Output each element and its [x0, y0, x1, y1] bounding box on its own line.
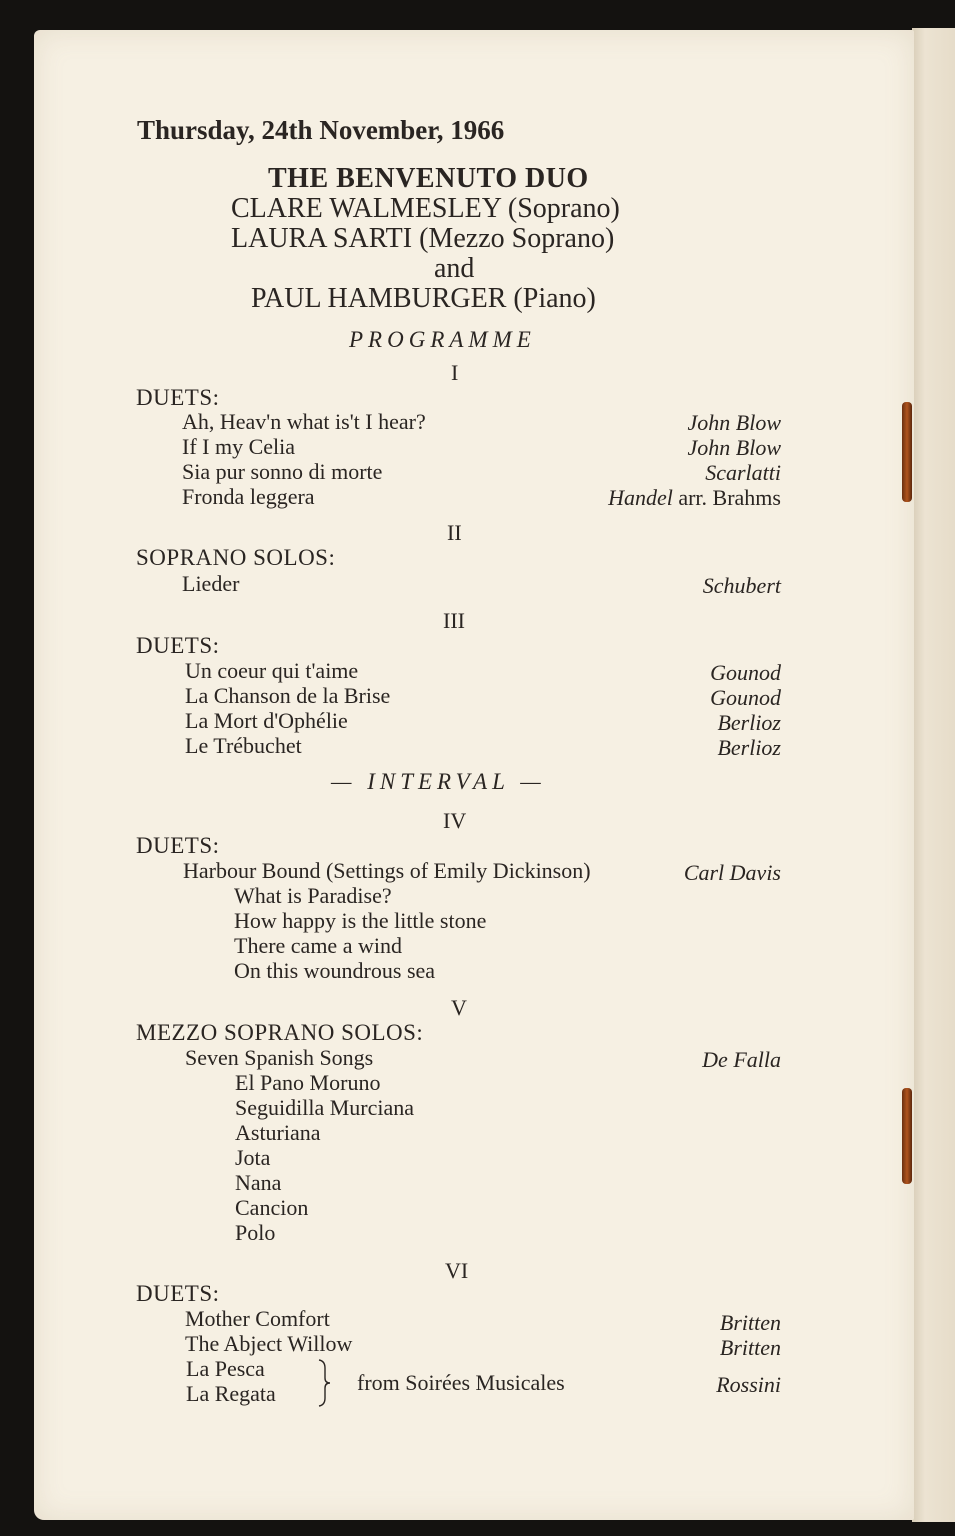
section-heading: DUETS: — [136, 1281, 220, 1306]
piece-title: Harbour Bound (Settings of Emily Dickinson) — [183, 858, 591, 883]
performer-and: and — [434, 253, 475, 284]
piece-title: Mother Comfort — [185, 1306, 330, 1331]
performer-piano: PAUL HAMBURGER (Piano) — [251, 283, 596, 314]
song-title: How happy is the little stone — [234, 908, 487, 933]
piece-composer: Berlioz — [717, 735, 781, 760]
song-title: What is Paradise? — [234, 883, 392, 908]
song-title: El Pano Moruno — [235, 1070, 381, 1095]
staple-bottom — [902, 1088, 912, 1184]
song-title: Polo — [235, 1220, 276, 1245]
piece-composer — [608, 487, 781, 509]
piece-title: Ah, Heav'n what is't I hear? — [182, 409, 426, 434]
performer-soprano: CLARE WALMESLEY (Soprano) — [231, 193, 620, 224]
interval-label: — INTERVAL — — [331, 769, 546, 794]
section-heading: MEZZO SOPRANO SOLOS: — [136, 1020, 424, 1045]
piece-title: Lieder — [182, 571, 240, 596]
piece-title: La Regata — [186, 1381, 276, 1406]
concert-date: Thursday, 24th November, 1966 — [137, 115, 505, 145]
piece-title: Fronda leggera — [182, 484, 315, 509]
piece-composer: Carl Davis — [683, 860, 781, 885]
section-heading: DUETS: — [136, 833, 220, 858]
piece-composer: Gounod — [710, 685, 781, 710]
piece-title: La Chanson de la Brise — [185, 683, 391, 708]
section-heading: SOPRANO SOLOS: — [136, 545, 336, 570]
performer-mezzo: LAURA SARTI (Mezzo Soprano) — [231, 223, 615, 254]
piece-title: La Pesca — [186, 1356, 265, 1381]
piece-composer: De Falla — [702, 1047, 781, 1072]
staple-top — [902, 402, 912, 502]
ensemble-name: THE BENVENUTO DUO — [268, 163, 589, 194]
programme-heading: PROGRAMME — [349, 327, 536, 352]
piece-title: Sia pur sonno di morte — [182, 459, 383, 484]
section-numeral: I — [451, 360, 459, 385]
piece-title: Un coeur qui t'aime — [185, 658, 359, 683]
section-numeral: III — [443, 608, 465, 633]
section-numeral: VI — [445, 1258, 469, 1283]
page-edge — [912, 28, 955, 1522]
song-title: Nana — [235, 1170, 282, 1195]
piece-composer: Britten — [719, 1335, 781, 1360]
arranger-note: arr. Brahms — [678, 485, 781, 510]
grouping-brace — [313, 1358, 335, 1408]
piece-composer: Gounod — [710, 660, 781, 685]
piece-title: Seven Spanish Songs — [185, 1045, 374, 1070]
section-numeral: II — [447, 520, 462, 545]
piece-composer: Schubert — [702, 573, 781, 598]
song-title: There came a wind — [234, 933, 402, 958]
song-title: Seguidilla Murciana — [235, 1095, 415, 1120]
song-title: Asturiana — [235, 1120, 321, 1145]
piece-composer: John Blow — [687, 435, 781, 460]
piece-title: The Abject Willow — [185, 1331, 353, 1356]
song-title: Cancion — [235, 1195, 309, 1220]
composer-name: Handel — [608, 485, 673, 510]
piece-composer: Rossini — [716, 1372, 781, 1397]
piece-title: If I my Celia — [182, 434, 296, 459]
piece-composer: Berlioz — [717, 710, 781, 735]
section-heading: DUETS: — [136, 633, 220, 658]
section-numeral: V — [451, 995, 467, 1020]
section-heading: DUETS: — [136, 385, 220, 410]
piece-composer: Britten — [719, 1310, 781, 1335]
piece-composer: John Blow — [687, 410, 781, 435]
piece-title: Le Trébuchet — [185, 733, 302, 758]
section-numeral: IV — [443, 808, 467, 833]
song-title: Jota — [235, 1145, 271, 1170]
piece-title: La Mort d'Ophélie — [185, 708, 348, 733]
song-title: On this woundrous sea — [234, 958, 436, 983]
piece-composer: Scarlatti — [705, 460, 781, 485]
collection-note: from Soirées Musicales — [357, 1370, 565, 1395]
